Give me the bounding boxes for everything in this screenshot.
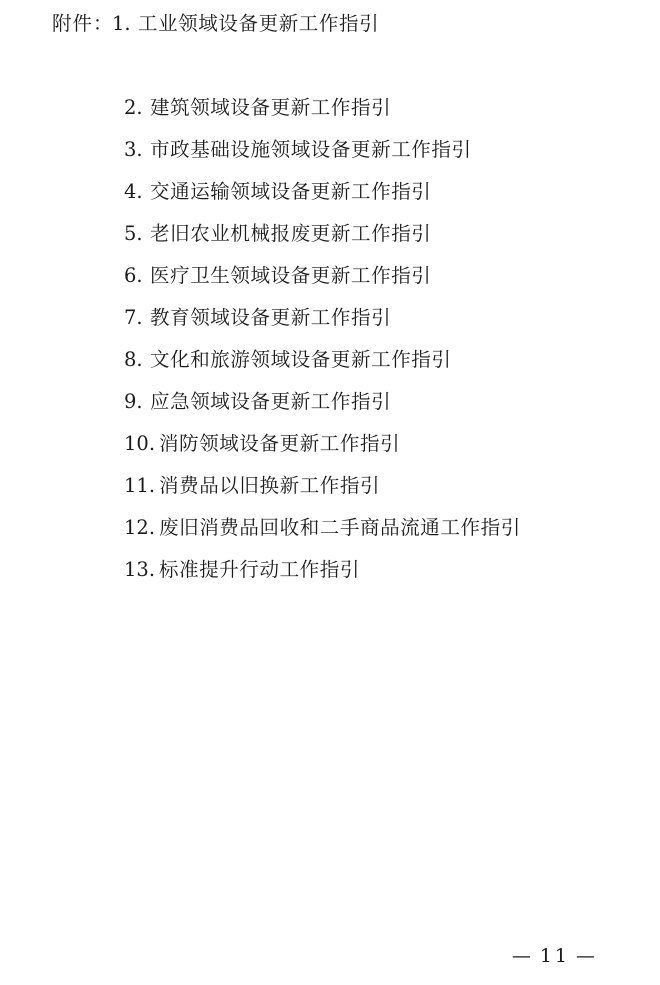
list-item-text: 交通运输领域设备更新工作指引: [150, 180, 432, 203]
list-item-number: 12.: [124, 516, 156, 539]
list-item-text: 应急领域设备更新工作指引: [150, 390, 392, 413]
list-item: [0, 428, 660, 470]
list-item: [0, 260, 660, 302]
list-item-text: 消费品以旧换新工作指引: [159, 474, 381, 497]
list-item-number: 10.: [124, 432, 156, 455]
list-item-text: 废旧消费品回收和二手商品流通工作指引: [159, 516, 521, 539]
list-item: [0, 218, 660, 260]
list-item: [0, 134, 660, 176]
list-item-text: 文化和旅游领域设备更新工作指引: [150, 348, 452, 371]
list-item: [0, 8, 660, 50]
list-item-number: 11.: [124, 474, 156, 497]
list-item-text: 建筑领域设备更新工作指引: [150, 96, 392, 119]
attachment-list: [0, 50, 660, 596]
list-item-text: 老旧农业机械报废更新工作指引: [150, 222, 432, 245]
list-item: [0, 176, 660, 218]
list-item-number: 8.: [124, 348, 143, 371]
list-item-number: 4.: [124, 180, 143, 203]
list-item-number: 7.: [124, 306, 143, 329]
list-item-text: 工业领域设备更新工作指引: [138, 12, 380, 35]
list-item-number: 13.: [124, 558, 156, 581]
list-item-text: 标准提升行动工作指引: [159, 558, 361, 581]
list-item-number: 5.: [124, 222, 143, 245]
page-footer: [0, 945, 660, 967]
attachment-first-line: [0, 8, 660, 50]
list-item: [0, 554, 660, 596]
list-item-number: 1.: [112, 12, 131, 35]
list-item: [0, 470, 660, 512]
list-item-number: 6.: [124, 264, 143, 287]
list-item-text: 消防领域设备更新工作指引: [159, 432, 401, 455]
list-item-text: 市政基础设施领域设备更新工作指引: [150, 138, 472, 161]
list-item-number: 9.: [124, 390, 143, 413]
list-item: [0, 302, 660, 344]
list-item: [0, 344, 660, 386]
list-item-number: 2.: [124, 96, 143, 119]
list-item: [0, 512, 660, 554]
footer-left-dash: —: [511, 945, 534, 967]
list-item-number: 3.: [124, 138, 143, 161]
page-number: 11: [539, 945, 570, 967]
list-item: [0, 386, 660, 428]
list-item: [0, 92, 660, 134]
list-item-text: 医疗卫生领域设备更新工作指引: [150, 264, 432, 287]
footer-right-dash: —: [576, 945, 598, 967]
attachment-label: 附件：: [52, 12, 114, 35]
list-item-text: 教育领域设备更新工作指引: [150, 306, 392, 329]
